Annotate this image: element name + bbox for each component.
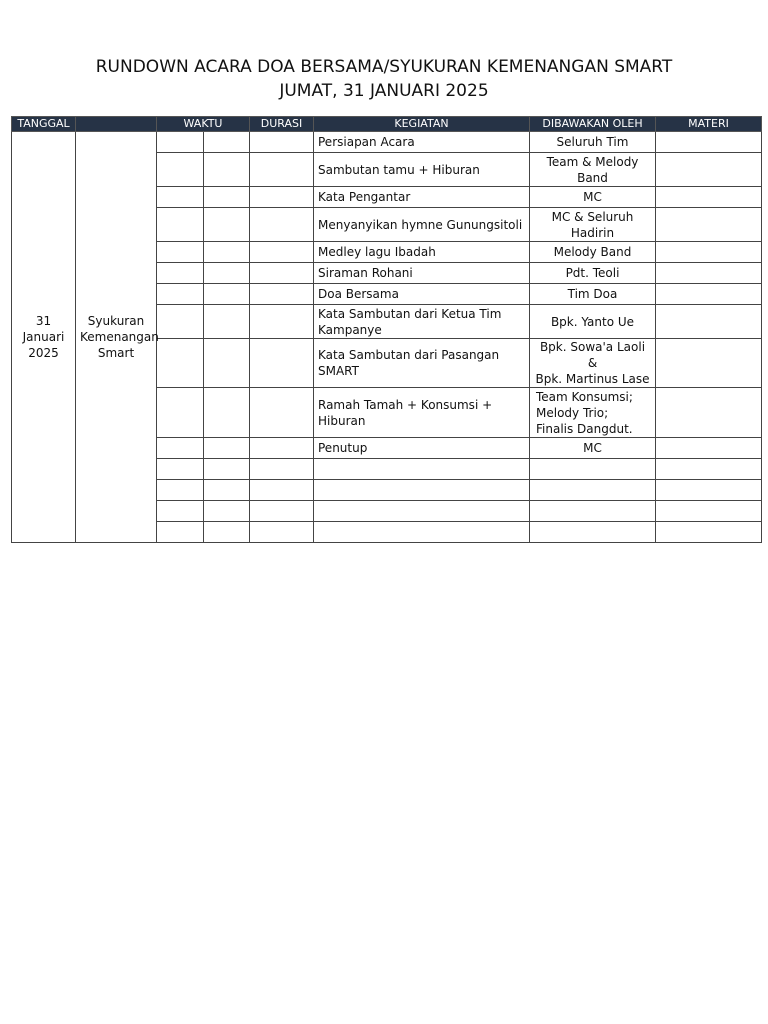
waktu-end-cell xyxy=(204,242,250,263)
dibawakan-oleh-cell xyxy=(530,480,656,501)
materi-cell xyxy=(656,263,762,284)
kegiatan-cell xyxy=(314,208,530,242)
dibawakan-oleh-line: Team Konsumsi; xyxy=(536,389,633,404)
header-row xyxy=(12,117,762,132)
dibawakan-oleh-cell xyxy=(530,187,656,208)
materi-cell xyxy=(656,459,762,480)
dibawakan-oleh-cell xyxy=(530,242,656,263)
waktu-start-cell xyxy=(157,522,204,543)
durasi-cell xyxy=(250,187,314,208)
waktu-end-cell xyxy=(204,208,250,242)
header-tanggal: TANGGAL xyxy=(12,117,76,132)
waktu-end-cell xyxy=(204,339,250,388)
materi-cell xyxy=(656,208,762,242)
durasi-cell xyxy=(250,242,314,263)
materi-cell xyxy=(656,284,762,305)
materi-cell xyxy=(656,187,762,208)
durasi-cell xyxy=(250,459,314,480)
dibawakan-oleh-cell xyxy=(530,132,656,153)
dibawakan-oleh-line: MC xyxy=(583,190,602,204)
dibawakan-oleh-line: Hadirin xyxy=(570,225,615,240)
kegiatan-line: Menyanyikan hymne Gunungsitoli xyxy=(318,217,523,232)
table-body xyxy=(12,132,762,543)
table-row xyxy=(12,132,762,153)
dibawakan-oleh-cell xyxy=(530,153,656,187)
durasi-cell xyxy=(250,388,314,438)
kegiatan-line: Doa Bersama xyxy=(318,287,399,301)
dibawakan-oleh-cell xyxy=(530,438,656,459)
durasi-cell xyxy=(250,263,314,284)
materi-cell xyxy=(656,522,762,543)
dibawakan-oleh-cell xyxy=(530,459,656,480)
waktu-start-cell xyxy=(157,480,204,501)
waktu-end-cell xyxy=(204,305,250,339)
tanggal-cell xyxy=(12,132,76,543)
materi-cell xyxy=(656,501,762,522)
header-dibawakan-oleh: DIBAWAKAN OLEH xyxy=(530,117,656,132)
dibawakan-oleh-cell xyxy=(530,388,656,438)
dibawakan-oleh-line: Bpk. Sowa'a Laoli & xyxy=(539,340,646,370)
kegiatan-line: Kata Sambutan dari Ketua Tim xyxy=(318,306,502,321)
waktu-start-cell xyxy=(157,339,204,388)
title-line-2: JUMAT, 31 JANUARI 2025 xyxy=(279,81,489,101)
materi-cell xyxy=(656,339,762,388)
kegiatan-cell xyxy=(314,284,530,305)
rundown-table xyxy=(11,116,762,543)
waktu-start-cell xyxy=(157,208,204,242)
waktu-end-cell xyxy=(204,187,250,208)
acara-line: Smart xyxy=(97,346,135,360)
dibawakan-oleh-line: Pdt. Teoli xyxy=(565,266,620,280)
durasi-cell xyxy=(250,501,314,522)
waktu-start-cell xyxy=(157,438,204,459)
kegiatan-cell xyxy=(314,263,530,284)
materi-cell xyxy=(656,438,762,459)
tanggal-line: 2025 xyxy=(28,346,59,360)
header-kegiatan: KEGIATAN xyxy=(314,117,530,132)
kegiatan-line: SMART xyxy=(318,364,359,378)
kegiatan-cell xyxy=(314,480,530,501)
materi-cell xyxy=(656,153,762,187)
dibawakan-oleh-line: Bpk. Martinus Lase xyxy=(535,372,650,386)
kegiatan-line: Kampanye xyxy=(318,322,382,337)
materi-cell xyxy=(656,388,762,438)
waktu-end-cell xyxy=(204,263,250,284)
dibawakan-oleh-cell xyxy=(530,208,656,242)
dibawakan-oleh-line: Bpk. Yanto Ue xyxy=(550,314,635,329)
kegiatan-line: Hiburan xyxy=(318,413,366,428)
acara-cell xyxy=(76,132,157,543)
title-line-1: RUNDOWN ACARA DOA BERSAMA/SYUKURAN KEMENANGAN SMART xyxy=(95,57,673,77)
waktu-start-cell xyxy=(157,501,204,522)
durasi-cell xyxy=(250,153,314,187)
durasi-cell xyxy=(250,208,314,242)
tanggal-line: 31 xyxy=(35,314,52,328)
durasi-cell xyxy=(250,522,314,543)
durasi-cell xyxy=(250,480,314,501)
dibawakan-oleh-line: Melody Band xyxy=(553,245,632,259)
dibawakan-oleh-line: Team & Melody xyxy=(546,154,639,169)
kegiatan-cell xyxy=(314,242,530,263)
kegiatan-cell xyxy=(314,388,530,438)
kegiatan-line: Kata Pengantar xyxy=(318,190,411,204)
waktu-start-cell xyxy=(157,263,204,284)
kegiatan-line: Medley lagu Ibadah xyxy=(318,245,436,259)
dibawakan-oleh-line: MC & Seluruh xyxy=(551,209,634,224)
dibawakan-oleh-line: Tim Doa xyxy=(567,287,618,301)
waktu-end-cell xyxy=(204,480,250,501)
dibawakan-oleh-cell xyxy=(530,263,656,284)
dibawakan-oleh-cell xyxy=(530,305,656,339)
waktu-start-cell xyxy=(157,153,204,187)
dibawakan-oleh-cell xyxy=(530,501,656,522)
acara-line: Kemenangan xyxy=(80,330,159,344)
header-durasi: DURASI xyxy=(250,117,314,132)
header-blank xyxy=(76,117,157,132)
materi-cell xyxy=(656,305,762,339)
kegiatan-line: Sambutan tamu + Hiburan xyxy=(318,162,480,177)
kegiatan-cell xyxy=(314,153,530,187)
kegiatan-line: Persiapan Acara xyxy=(318,135,415,149)
durasi-cell xyxy=(250,284,314,305)
waktu-end-cell xyxy=(204,438,250,459)
header-waktu: WAKTU xyxy=(157,117,250,132)
kegiatan-line: Kata Sambutan dari Pasangan xyxy=(318,348,500,362)
waktu-end-cell xyxy=(204,522,250,543)
kegiatan-cell xyxy=(314,522,530,543)
waktu-end-cell xyxy=(204,388,250,438)
kegiatan-line: Siraman Rohani xyxy=(318,266,413,280)
dibawakan-oleh-cell xyxy=(530,284,656,305)
acara-line: Syukuran xyxy=(87,314,145,328)
materi-cell xyxy=(656,132,762,153)
waktu-end-cell xyxy=(204,501,250,522)
tanggal-line: Januari xyxy=(22,330,65,344)
kegiatan-cell xyxy=(314,339,530,388)
durasi-cell xyxy=(250,305,314,339)
materi-cell xyxy=(656,242,762,263)
dibawakan-oleh-line: Melody Trio; xyxy=(536,405,609,420)
waktu-end-cell xyxy=(204,153,250,187)
dibawakan-oleh-line: MC xyxy=(583,441,602,455)
waktu-start-cell xyxy=(157,305,204,339)
dibawakan-oleh-line: Finalis Dangdut. xyxy=(536,421,633,436)
dibawakan-oleh-line: Band xyxy=(577,170,608,185)
kegiatan-line: Ramah Tamah + Konsumsi + xyxy=(318,397,493,412)
durasi-cell xyxy=(250,132,314,153)
document-title xyxy=(0,55,768,103)
dibawakan-oleh-line: Seluruh Tim xyxy=(556,135,629,149)
dibawakan-oleh-cell xyxy=(530,339,656,388)
waktu-end-cell xyxy=(204,459,250,480)
waktu-end-cell xyxy=(204,284,250,305)
waktu-start-cell xyxy=(157,284,204,305)
kegiatan-cell xyxy=(314,501,530,522)
kegiatan-cell xyxy=(314,187,530,208)
kegiatan-line: Penutup xyxy=(318,441,368,455)
waktu-start-cell xyxy=(157,187,204,208)
materi-cell xyxy=(656,480,762,501)
kegiatan-cell xyxy=(314,305,530,339)
durasi-cell xyxy=(250,438,314,459)
kegiatan-cell xyxy=(314,459,530,480)
dibawakan-oleh-cell xyxy=(530,522,656,543)
kegiatan-cell xyxy=(314,132,530,153)
waktu-start-cell xyxy=(157,388,204,438)
waktu-start-cell xyxy=(157,242,204,263)
waktu-start-cell xyxy=(157,132,204,153)
kegiatan-cell xyxy=(314,438,530,459)
waktu-start-cell xyxy=(157,459,204,480)
header-materi: MATERI xyxy=(656,117,762,132)
durasi-cell xyxy=(250,339,314,388)
waktu-end-cell xyxy=(204,132,250,153)
